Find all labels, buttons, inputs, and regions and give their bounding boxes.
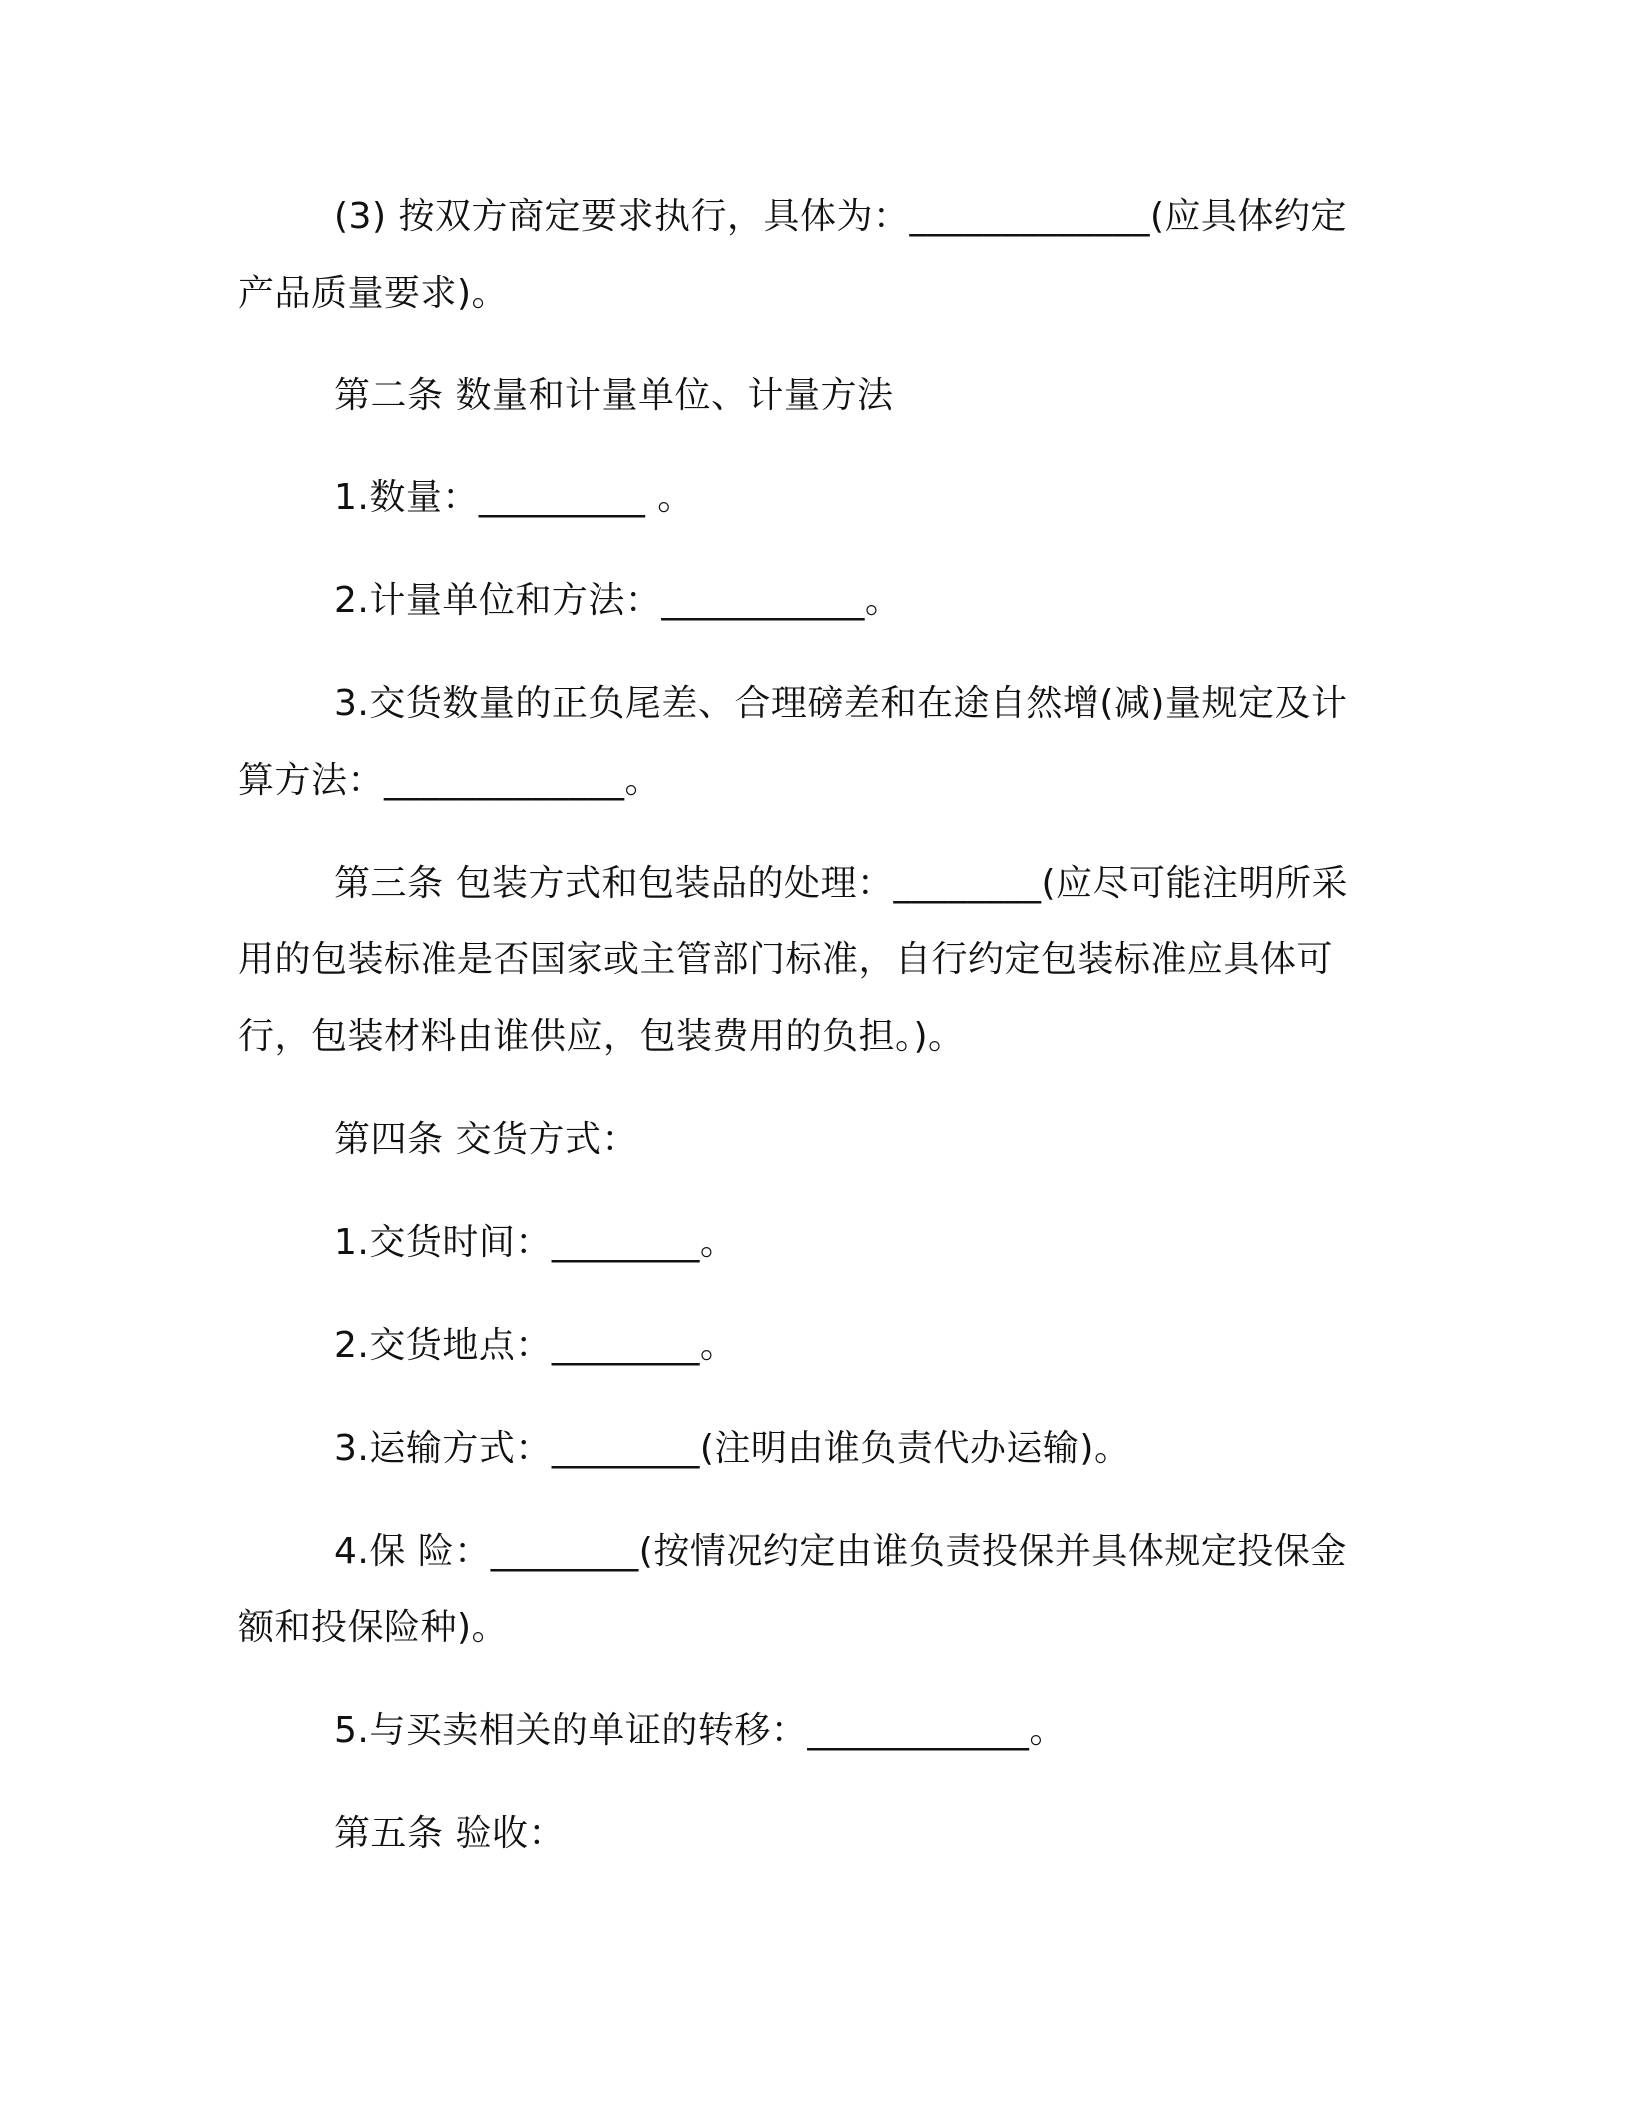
delivery-place-item: 2.交货地点：________。 [334,1325,737,1366]
delivery-time-item: 1.交货时间：________。 [334,1222,737,1263]
article-5-heading: 第五条 验收： [334,1813,565,1854]
clause-quality-3-line1: (3) 按双方商定要求执行，具体为：_____________(应具体约定 [334,196,1347,237]
transport-method-item: 3.运输方式：________(注明由谁负责代办运输)。 [334,1428,1131,1469]
insurance-item-line1: 4.保 险：________(按情况约定由谁负责投保并具体规定投保金 [334,1531,1347,1572]
article-3-line3: 行，包装材料由谁供应，包装费用的负担。)。 [238,1016,965,1057]
insurance-item-line2: 额和投保险种)。 [238,1607,509,1648]
clause-quality-3-line2: 产品质量要求)。 [238,273,509,314]
measurement-unit-item: 2.计量单位和方法：___________。 [334,580,902,621]
article-3-line1: 第三条 包装方式和包装品的处理：________(应尽可能注明所采 [334,863,1348,904]
document-transfer-item: 5.与买卖相关的单证的转移：____________。 [334,1710,1066,1751]
article-2-heading: 第二条 数量和计量单位、计量方法 [334,375,894,416]
article-3-line2: 用的包装标准是否国家或主管部门标准，自行约定包装标准应具体可 [238,939,1334,980]
quantity-item: 1.数量：_________ 。 [334,477,694,518]
tolerance-item-line1: 3.交货数量的正负尾差、合理磅差和在途自然增(减)量规定及计 [334,683,1348,724]
tolerance-item-line2: 算方法：_____________。 [238,760,662,801]
article-4-heading: 第四条 交货方式： [334,1119,638,1160]
